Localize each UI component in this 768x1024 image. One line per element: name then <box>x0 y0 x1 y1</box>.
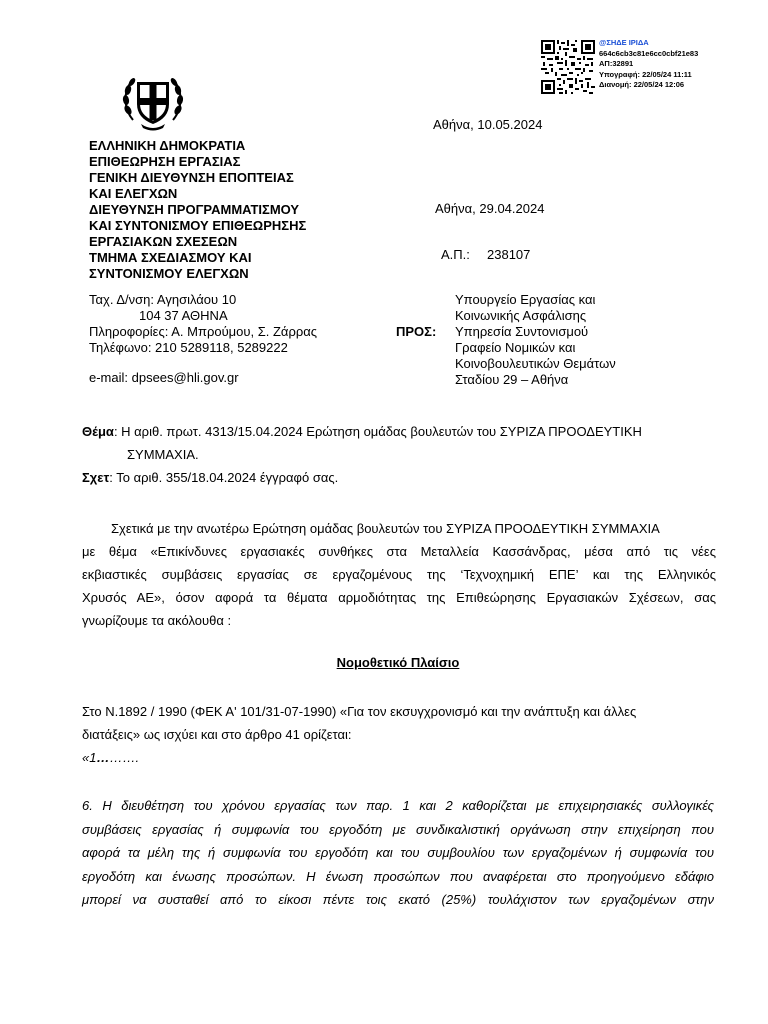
recipient-line: Υπουργείο Εργασίας και <box>455 292 596 307</box>
sender-line: ΕΛΛΗΝΙΚΗ ΔΗΜΟΚΡΑΤΙΑ <box>89 138 246 153</box>
stamp-ap: ΑΠ:32891 <box>599 59 634 68</box>
article-line: συμβάσεις εργασίας ή συμφωνία του εργοδότη με συνδικαλιστική οργάνωση στην επιχείρηση που <box>82 821 714 837</box>
protocol-number: 238107 <box>487 247 531 262</box>
qr-stamp <box>541 38 725 98</box>
relation-label: Σχετ <box>82 470 110 485</box>
recipient-line: Υπηρεσία Συντονισμού <box>455 324 589 339</box>
date-top: Αθήνα, 10.05.2024 <box>433 117 543 132</box>
recipient-line: Κοινωνικής Ασφάλισης <box>455 308 587 323</box>
stamp-signed: Υπογραφή: 22/05/24 11:11 <box>599 69 692 79</box>
intro-line: Σχετικά με την ανωτέρω Ερώτηση ομάδας βουλευτών του ΣΥΡΙΖΑ ΠΡΟΟΔΕΥΤΙΚΗ ΣΥΜΜΑΧΙΑ <box>111 521 660 536</box>
sender-line: ΕΡΓΑΣΙΑΚΩΝ ΣΧΕΣΕΩΝ <box>89 234 238 249</box>
law-paragraph <box>82 700 722 769</box>
recipient-label: ΠΡΟΣ: <box>396 324 437 339</box>
recipient-block <box>455 292 705 388</box>
recipient-line: Γραφείο Νομικών και <box>455 340 576 355</box>
sender-line: ΓΕΝΙΚΗ ΔΙΕΥΘΥΝΣΗ ΕΠΟΠΤΕΙΑΣ <box>89 170 294 185</box>
intro-line: με θέμα «Επικίνδυνες εργασιακές συνθήκες στα Μεταλλεία Κασσάνδρας, μέσα από τις νέες <box>82 544 716 559</box>
stamp-head: @ΣΗΔΕ ΙΡΙΔΑ <box>599 38 649 47</box>
article-line: μπορεί να συσταθεί από το είκοσι πέντε τοις εκατό (25%) τουλάχιστον των εργαζομένων στην <box>82 892 714 907</box>
relation <box>82 470 722 486</box>
relation-text: : Το αριθ. 355/18.04.2024 έγγραφό σας. <box>109 470 339 485</box>
subject-text: : Η αριθ. πρωτ. 4313/15.04.2024 Ερώτηση ομάδας βουλευτών του ΣΥΡΙΖΑ ΠΡΟΟΔΕΥΤΙΚΗ <box>113 424 642 439</box>
intro-paragraph <box>82 517 716 632</box>
subject <box>82 424 722 463</box>
section-title: Νομοθετικό Πλαίσιο <box>336 655 460 670</box>
subject-text-2: ΣΥΜΜΑΧΙΑ. <box>127 447 199 462</box>
date-second: Αθήνα, 29.04.2024 <box>435 201 545 216</box>
sender-line: ΕΠΙΘΕΩΡΗΣΗ ΕΡΓΑΣΙΑΣ <box>89 154 241 169</box>
email-line: e-mail: dpsees@hli.gov.gr <box>89 370 239 385</box>
subject-label: Θέμα <box>82 424 114 439</box>
article-paragraph <box>82 794 714 912</box>
qr-code-icon <box>541 40 595 94</box>
sender-line: ΚΑΙ ΕΛΕΓΧΩΝ <box>89 186 178 201</box>
law-line: Στο Ν.1892 / 1990 (ΦΕΚ Α' 101/31-07-1990) «Για τον εκσυγχρονισμό και την ανάπτυξη και άλλες <box>82 704 637 719</box>
article-line: 6. Η διευθέτηση του χρόνου εργασίας των παρ. 1 και 2 καθορίζεται με επιχειρησιακές συλλογικές <box>82 798 714 813</box>
intro-line: εκβιαστικές συμβάσεις εργασίας σε εργαζομένους της ‘Τεχνοχημική ΕΠΕ’ και της Ελληνικός <box>82 567 716 582</box>
postcode-line: 104 37 ΑΘΗΝΑ <box>139 308 228 323</box>
intro-line: γνωρίζουμε τα ακόλουθα : <box>82 613 232 628</box>
law-line: διατάξεις» ως ισχύει και στο άρθρο 41 ορίζεται: <box>82 727 352 742</box>
article-line: αφορά τα μέλη της ή συμφωνία του εργοδότη και του συμβουλίου των εργαζομένων ή συμφωνία του <box>82 845 714 860</box>
sender-line: ΔΙΕΥΘΥΝΣΗ ΠΡΟΓΡΑΜΜΑΤΙΣΜΟΥ <box>89 202 300 217</box>
article-line: εργοδότη και ένωσης προσώπων. Η ένωση προσώπων που αναφέρεται στο προηγούμενο εδάφιο <box>82 868 714 884</box>
sender-line: ΚΑΙ ΣΥΝΤΟΝΙΣΜΟΥ ΕΠΙΘΕΩΡΗΣΗΣ <box>89 218 307 233</box>
sender-line: ΣΥΝΤΟΝΙΣΜΟΥ ΕΛΕΓΧΩΝ <box>89 266 249 281</box>
stamp-hash: 664c6cb3c81e6cc0cbf21e83 <box>599 48 699 58</box>
sender-line: ΤΜΗΜΑ ΣΧΕΔΙΑΣΜΟΥ ΚΑΙ <box>89 250 252 265</box>
recipient-line: Κοινοβουλευτικών Θεμάτων <box>455 356 616 371</box>
stamp-distributed: Διανομή: 22/05/24 12:06 <box>599 80 685 89</box>
hellenic-republic-emblem <box>121 70 185 134</box>
intro-line: Χρυσός ΑΕ», όσον αφορά τα θέματα αρμοδιότητας της Επιθεώρησης Εργασιακών Σχέσεων, σας <box>82 590 716 605</box>
phone-line: Τηλέφωνο: 210 5289118, 5289222 <box>89 340 288 355</box>
sender-block <box>89 138 389 282</box>
address-line: Ταχ. Δ/νση: Αγησιλάου 10 <box>89 292 237 307</box>
protocol-label: Α.Π.: <box>441 247 470 262</box>
info-line: Πληροφορίες: Α. Μπρούμου, Σ. Ζάρρας <box>89 324 318 339</box>
recipient-line: Σταδίου 29 – Αθήνα <box>455 372 569 387</box>
law-quote: «1………. <box>82 750 140 765</box>
contact-block <box>89 292 389 386</box>
